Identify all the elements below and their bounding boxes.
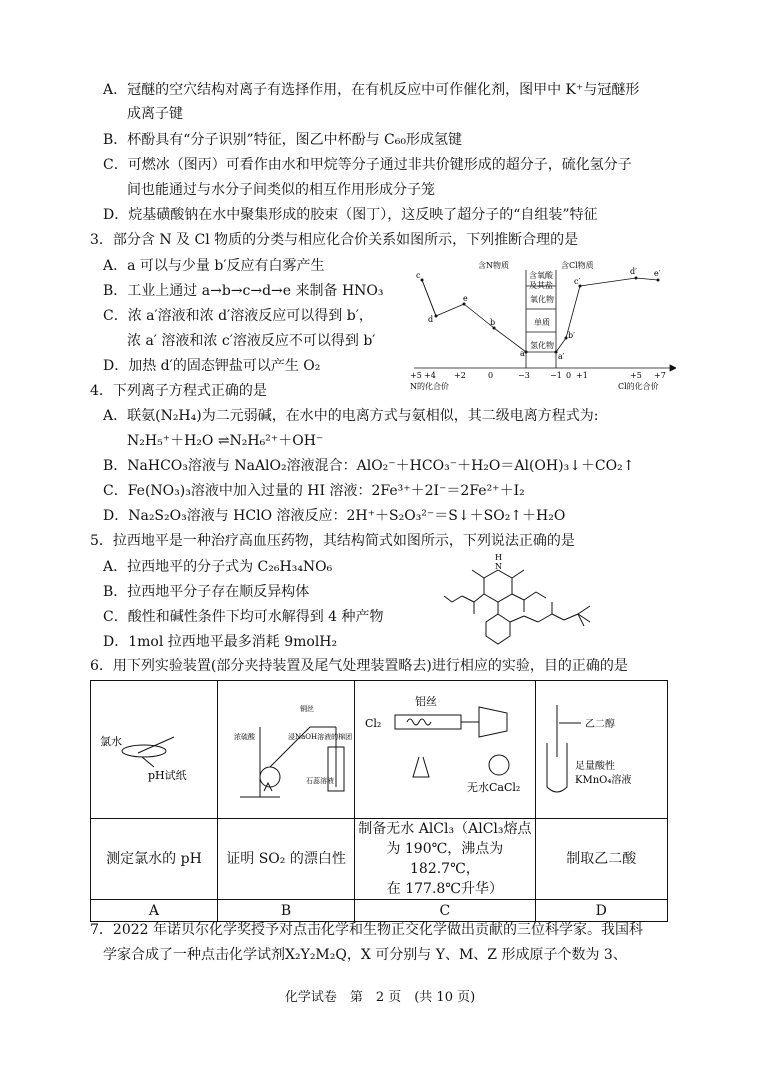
letter-b: B: [217, 900, 354, 922]
pt-e-prime: e′: [654, 269, 661, 278]
q5-option-b: B．拉西地平分子存在顺反异构体: [103, 584, 310, 600]
q4-option-c: C．Fe(NO₃)₃溶液中加入过量的 HI 溶液：2Fe³⁺＋2I⁻＝2Fe²⁺＋I₂: [103, 483, 525, 499]
nh-h-label: H: [495, 553, 502, 562]
label-chlorine-water: 氯水: [99, 734, 122, 748]
pt-e: e: [463, 294, 468, 303]
q5-option-a: A．拉西地平的分子式为 C₂₆H₃₄NO₆: [103, 559, 333, 575]
cat-hydride: 氢化物: [530, 341, 554, 350]
tick-8: +5: [630, 371, 642, 380]
purpose-c-line-2: 为 190℃，沸点为 182.7℃，: [386, 841, 504, 877]
nh-n-label: N: [495, 562, 502, 571]
pt-b-prime: b′: [568, 331, 575, 340]
left-header: 含N物质: [478, 261, 509, 270]
q7-line-2: 学家合成了一种点击化学试剂X₂Y₂M₂Q，X 可分别与 Y、M、Z 形成原子个数为 3、: [103, 947, 627, 963]
apparatus-c: [355, 681, 535, 819]
q7-line-1: 7．2022 年诺贝尔化学奖授予对点击化学和生物正交化学做出贡献的三位科学家。我国科: [90, 922, 643, 938]
label-al-wire: 铝丝: [414, 694, 437, 708]
apparatus-b: [217, 681, 354, 819]
apparatus-d-figure: [537, 687, 665, 807]
apparatus-d: [535, 681, 667, 819]
q2-option-c-cont: 间也能通过与水分子间类似的相互作用形成分子笼: [127, 182, 435, 198]
label-cacl2: 无水CaCl₂: [466, 780, 521, 794]
purpose-b: 证明 SO₂ 的漂白性: [217, 819, 354, 900]
experiment-table: [90, 680, 668, 922]
label-litmus: 石蕊溶液: [306, 776, 335, 785]
pt-b: b: [490, 318, 496, 327]
q4-option-d: D．Na₂S₂O₃溶液与 HClO 溶液反应：2H⁺＋S₂O₃²⁻＝S↓＋SO₂↑＋H₂O: [103, 508, 566, 524]
purpose-d: 制取乙二酸: [535, 819, 667, 900]
cat-element: 单质: [534, 318, 550, 327]
tick-9: +7: [654, 371, 666, 380]
label-acidic: 足量酸性: [575, 760, 616, 772]
label-conc-sulfuric: 浓硫酸: [234, 732, 256, 741]
cat-acid-1: 含氧酸: [529, 271, 553, 280]
q2-option-c: C．可燃冰（图丙）可看作由水和甲烷等分子通过非共价键形成的超分子，硫化氢分子: [103, 157, 632, 173]
x-label-right: Cl的化合价: [618, 382, 659, 391]
q3-option-a: A．a 可以与少量 b′反应有白雾产生: [103, 258, 325, 274]
valence-diagram: [408, 256, 676, 391]
q5-stem: 5．拉西地平是一种治疗高血压药物，其结构简式如图所示，下列说法正确的是: [90, 533, 575, 549]
q4-option-b: B．NaHCO₃溶液与 NaAlO₂溶液混合：AlO₂⁻＋HCO₃⁻＋H₂O＝Al(OH)₃↓＋CO₂↑: [103, 458, 635, 474]
q2-option-a-cont: 成离子键: [127, 106, 183, 122]
right-header: 含Cl物质: [561, 261, 594, 270]
letter-c: C: [355, 900, 535, 922]
label-copper-wire: 铜丝: [300, 704, 315, 713]
apparatus-b-figure: [220, 687, 352, 807]
q4-stem: 4．下列离子方程式正确的是: [90, 383, 267, 399]
q5-option-c: C．酸性和碱性条件下均可水解得到 4 种产物: [103, 609, 384, 625]
pt-a-prime: a′: [558, 352, 565, 361]
cat-acid-2: 及其盐: [529, 281, 553, 290]
tick-4: −3: [518, 371, 530, 380]
purpose-a: 测定氯水的 pH: [91, 819, 218, 900]
label-ethylene-glycol: 乙二醇: [585, 718, 616, 730]
purpose-c: [355, 819, 535, 900]
q6-stem: 6．用下列实验装置(部分夹持装置及尾气处理装置略去)进行相应的实验，目的正确的是: [90, 658, 628, 674]
q2-option-a: A．冠醚的空穴结构对离子有选择作用，在有机反应中可作催化剂，图甲中 K⁺与冠醚形: [103, 82, 640, 98]
q2-option-d: D．烷基磺酸钠在水中聚集形成的胶束（图丁），这反映了超分子的“自组装”特征: [103, 207, 598, 223]
pt-a: a: [520, 349, 525, 358]
q3-option-c: C．浓 a′溶液和浓 d′溶液反应可以得到 b′，: [103, 308, 373, 324]
label-ph-paper: pH试纸: [147, 768, 187, 782]
tick-2: +2: [454, 371, 466, 380]
page-footer: 化学试卷 第 2 页 (共 10 页): [284, 990, 476, 1005]
letter-a: A: [91, 900, 218, 922]
pt-c: c: [416, 271, 421, 280]
label-kmno4: KMnO₄溶液: [575, 774, 632, 786]
q4-option-a-eq: N₂H₅⁺＋H₂O ⇌N₂H₆²⁺＋OH⁻: [127, 433, 324, 449]
tick-6: 0: [566, 371, 572, 380]
pt-d-prime: d′: [630, 267, 637, 276]
pt-c-prime: c′: [574, 277, 581, 286]
label-naoh-cotton: 浸NaOH溶液的棉团: [288, 732, 353, 741]
tick-5: −1: [550, 371, 562, 380]
q4-option-a: A．联氨(N₂H₄)为二元弱碱，在水中的电离方式与氨相似，其二级电离方程式为:: [103, 408, 599, 424]
apparatus-a: [91, 681, 218, 819]
letter-d: D: [535, 900, 667, 922]
purpose-c-line-3: 在 177.8℃升华）: [386, 881, 503, 897]
apparatus-a-figure: [94, 687, 214, 807]
q3-stem: 3．部分含 N 及 Cl 物质的分类与相应化合价关系如图所示，下列推断合理的是: [90, 232, 579, 248]
q3-option-c-cont: 浓 a′ 溶液和浓 c′溶液反应不可以得到 b′: [127, 333, 376, 349]
lacidipine-structure: [440, 552, 620, 652]
tick-1: +4: [424, 371, 436, 380]
cat-oxide: 氧化物: [530, 295, 554, 304]
tick-7: +1: [576, 371, 588, 380]
tick-3: 0: [488, 371, 494, 380]
x-label-left: N的化合价: [410, 382, 449, 391]
q3-option-b: B．工业上通过 a→b→c→d→e 来制备 HNO₃: [103, 283, 384, 299]
q2-option-b: B．杯酚具有“分子识别”特征，图乙中杯酚与 C₆₀形成氢键: [103, 132, 462, 148]
pt-d: d: [428, 315, 434, 324]
q3-option-d: D．加热 d′的固态钾盐可以产生 O₂: [103, 358, 321, 374]
q5-option-d: D．1mol 拉西地平最多消耗 9molH₂: [103, 634, 338, 650]
purpose-c-line-1: 制备无水 AlCl₃（AlCl₃熔点: [358, 821, 532, 837]
label-cl2: Cl₂: [364, 716, 382, 730]
tick-0: +5: [410, 371, 422, 380]
apparatus-c-figure: [357, 687, 533, 807]
